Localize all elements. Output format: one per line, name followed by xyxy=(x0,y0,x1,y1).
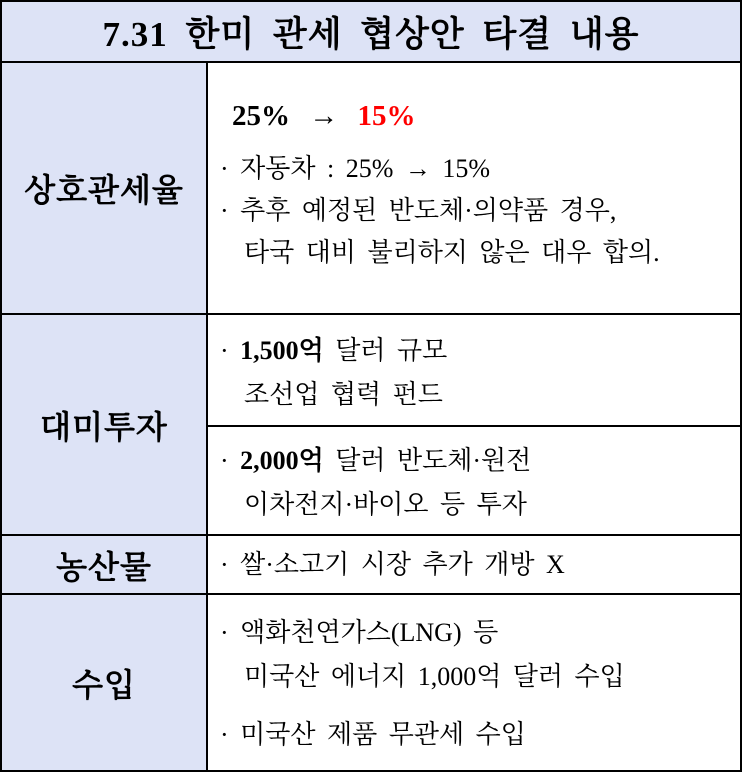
imports-content xyxy=(208,595,740,770)
amount-rest: 달러 반도체·원전 xyxy=(323,446,532,475)
row-label-imports: 수입 xyxy=(2,595,208,770)
bullet-duty-free-imports: · 미국산 제품 무관세 수입 xyxy=(220,720,526,749)
row-agricultural-products xyxy=(2,536,740,595)
tariff-change-headline xyxy=(232,99,734,134)
bullet-prefix: · xyxy=(220,446,241,475)
bullet-sector-investment-line1 xyxy=(220,439,734,483)
table-title: 7.31 한미 관세 협상안 타결 내용 xyxy=(2,2,740,63)
bullet-shipbuilding-fund-line1 xyxy=(220,329,734,373)
tariff-new-rate: 15% xyxy=(357,100,416,132)
reciprocal-tariff-content xyxy=(208,63,740,313)
investment-content xyxy=(208,315,740,534)
bullet-lng-energy-line1: · 액화천연가스(LNG) 등 xyxy=(220,618,499,647)
investment-subcell-sectors xyxy=(208,427,740,534)
bullet-shipbuilding-fund-line2: 조선업 협력 펀드 xyxy=(244,380,443,409)
row-imports xyxy=(2,595,740,770)
tariff-old-rate: 25% xyxy=(232,100,290,132)
row-reciprocal-tariff-rate xyxy=(2,63,740,315)
arrow-right-glyph: → xyxy=(309,100,339,132)
amount-200b: 2,000억 xyxy=(240,446,324,475)
bullet-semiconductor-pharma-line2: 타국 대비 불리하지 않은 대우 합의. xyxy=(244,238,660,267)
row-label-reciprocal-tariff-rate: 상호관세율 xyxy=(2,63,208,313)
bullet-auto-tariff: · 자동차 : 25% → 15% xyxy=(220,154,491,183)
amount-rest: 달러 규모 xyxy=(323,336,448,365)
bullet-lng-energy-line2: 미국산 에너지 1,000억 달러 수입 xyxy=(244,662,625,691)
bullet-semiconductor-pharma-line1: · 추후 예정된 반도체·의약품 경우, xyxy=(220,196,617,225)
amount-150b: 1,500억 xyxy=(240,336,324,365)
agricultural-content xyxy=(208,536,740,593)
bullet-prefix: · xyxy=(220,336,241,365)
row-investment-in-us xyxy=(2,315,740,536)
row-label-investment-in-us: 대미투자 xyxy=(2,315,208,534)
bullet-sector-investment-line2: 이차전지·바이오 등 투자 xyxy=(244,490,527,519)
row-label-agricultural-products: 농산물 xyxy=(2,536,208,593)
investment-subcell-shipbuilding xyxy=(208,315,740,427)
bullet-rice-beef-market: · 쌀·소고기 시장 추가 개방 X xyxy=(220,549,565,579)
